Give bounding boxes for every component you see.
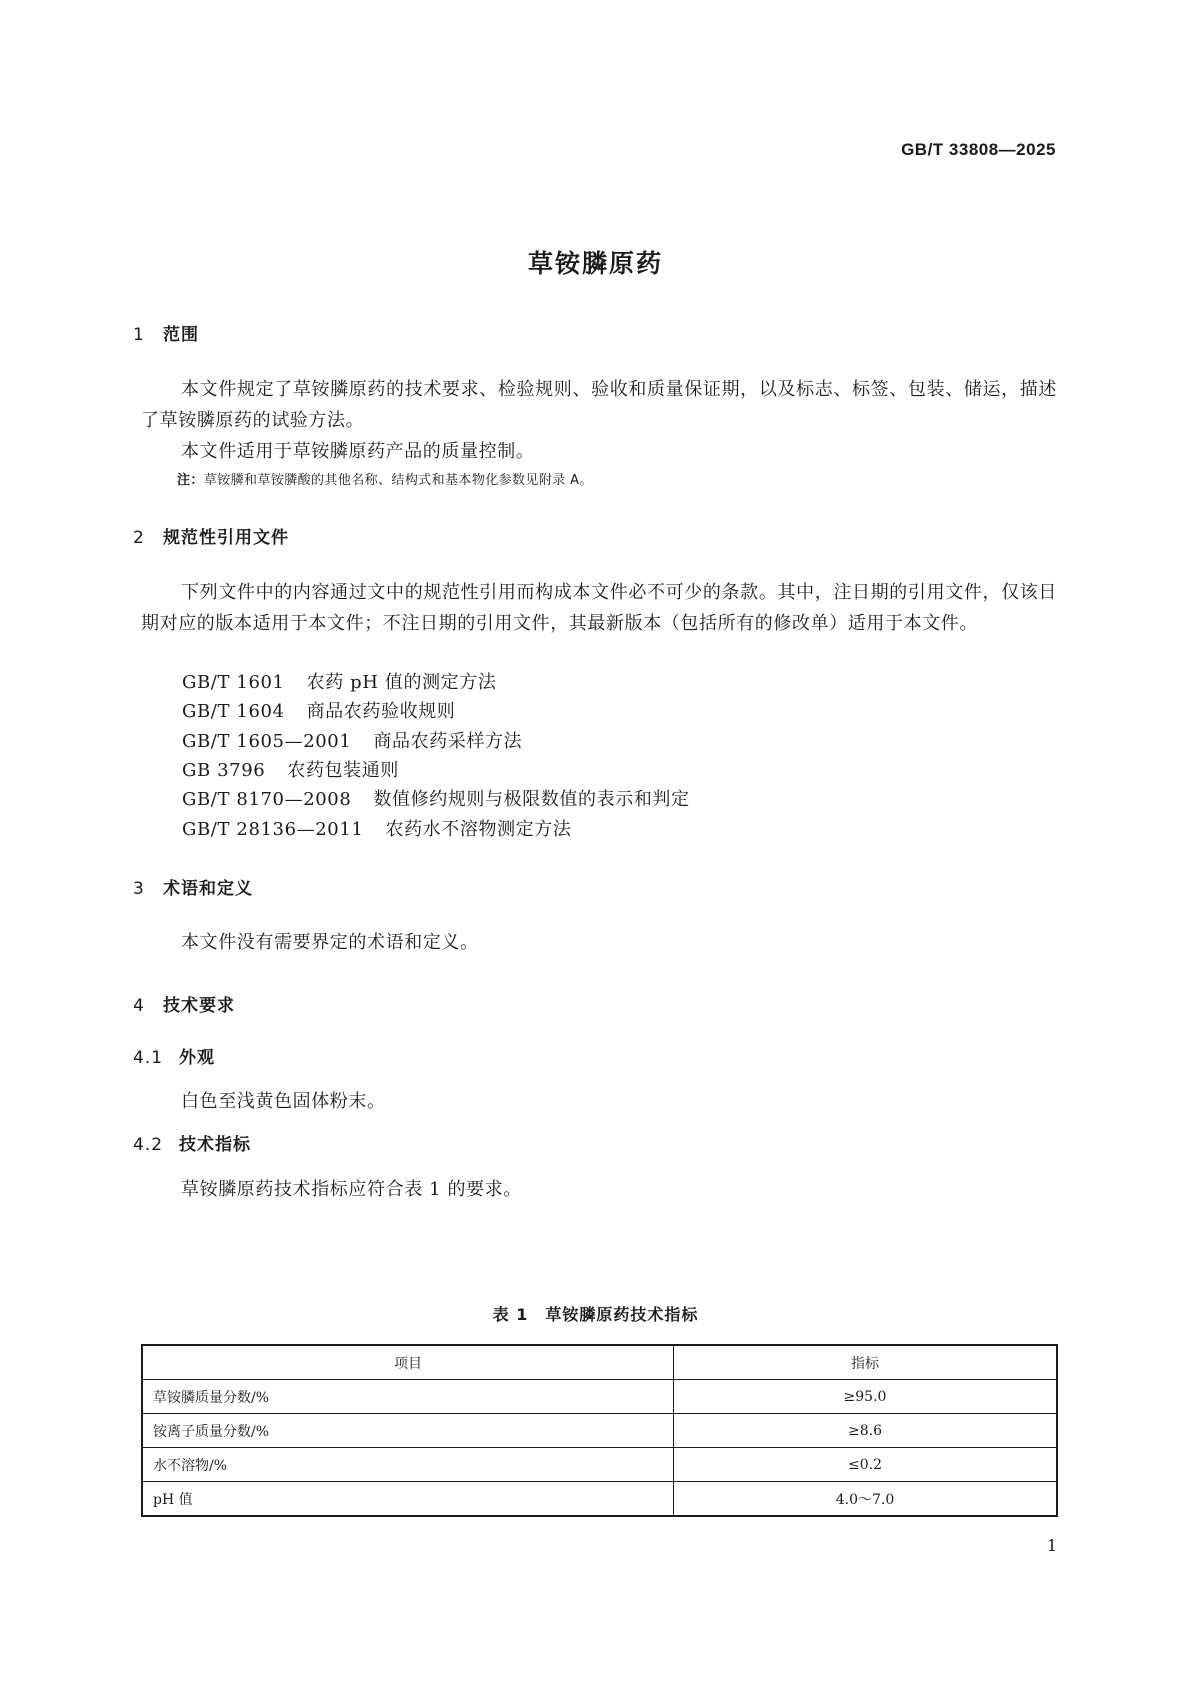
section-number: 2	[133, 528, 145, 548]
page-number: 1	[1046, 1536, 1057, 1555]
reference-name: 农药包装通则	[287, 760, 399, 781]
section-1-paragraph-2	[141, 436, 1057, 467]
section-4-1-heading	[133, 1043, 215, 1068]
section-2-paragraph-1	[141, 577, 1057, 639]
section-4-heading	[133, 991, 235, 1016]
section-4-2-heading	[133, 1130, 251, 1155]
section-number: 4	[133, 996, 145, 1016]
section-title: 术语和定义	[163, 879, 253, 899]
paragraph-text: 本文件适用于草铵膦原药产品的质量控制。	[181, 441, 535, 462]
paragraph-text: 本文件规定了草铵膦原药的技术要求、检验规则、验收和质量保证期，以及标志、标签、包装、储运，描述了草铵膦原药的试验方法。	[141, 379, 1057, 431]
note-text: 草铵膦和草铵膦酸的其他名称、结构式和基本物化参数见附录 A。	[203, 473, 593, 488]
reference-item	[182, 697, 455, 723]
section-2-heading	[133, 523, 289, 548]
section-title: 规范性引用文件	[163, 528, 289, 548]
section-4-2-paragraph	[141, 1174, 1057, 1205]
section-1-note	[177, 469, 593, 488]
table-row	[142, 1414, 1057, 1448]
section-number: 1	[133, 325, 145, 345]
reference-code: GB/T 8170—2008	[182, 789, 352, 810]
section-title: 技术要求	[163, 996, 235, 1016]
standard-code: GB/T 33808—2025	[901, 140, 1056, 159]
section-number: 3	[133, 879, 145, 899]
note-label: 注：	[177, 473, 204, 488]
reference-code: GB/T 1601	[182, 672, 285, 693]
table-header-value: 指标	[674, 1345, 1058, 1380]
spec-table	[141, 1344, 1058, 1517]
reference-item	[182, 785, 690, 811]
reference-item	[182, 727, 522, 753]
reference-code: GB/T 1605—2001	[182, 731, 352, 752]
table-header-item: 项目	[142, 1345, 674, 1380]
section-number: 4.1	[133, 1048, 164, 1068]
reference-name: 农药 pH 值的测定方法	[306, 672, 497, 693]
table-row	[142, 1482, 1057, 1517]
table-cell-value: ≥8.6	[674, 1414, 1058, 1448]
paragraph-text: 本文件没有需要界定的术语和定义。	[181, 932, 479, 953]
reference-code: GB/T 28136—2011	[182, 819, 364, 840]
table-row	[142, 1380, 1057, 1414]
paragraph-text: 草铵膦原药技术指标应符合表 1 的要求。	[181, 1179, 522, 1200]
table-header-row	[142, 1345, 1057, 1380]
table-cell-item: 铵离子质量分数/%	[142, 1414, 674, 1448]
section-4-1-paragraph	[141, 1086, 1057, 1117]
table-cell-value: ≤0.2	[674, 1448, 1058, 1482]
reference-item	[182, 668, 496, 694]
reference-name: 商品农药验收规则	[306, 701, 456, 722]
section-title: 外观	[179, 1048, 215, 1068]
reference-name: 数值修约规则与极限数值的表示和判定	[373, 789, 690, 810]
section-3-heading	[133, 874, 253, 899]
reference-item	[182, 756, 399, 782]
reference-name: 商品农药采样方法	[373, 731, 523, 752]
table-cell-item: pH 值	[142, 1482, 674, 1517]
table-cell-item: 水不溶物/%	[142, 1448, 674, 1482]
document-title: 草铵膦原药	[527, 249, 663, 278]
paragraph-text: 下列文件中的内容通过文中的规范性引用而构成本文件必不可少的条款。其中，注日期的引用文件，仅该日期对应的版本适用于本文件；不注日期的引用文件，其最新版本（包括所有的修改单）适用于本文件。	[141, 582, 1057, 634]
section-number: 4.2	[133, 1135, 164, 1155]
paragraph-text: 白色至浅黄色固体粉末。	[181, 1091, 386, 1112]
table-cell-item: 草铵膦质量分数/%	[142, 1380, 674, 1414]
table-caption: 表 1 草铵膦原药技术指标	[492, 1305, 699, 1324]
reference-name: 农药水不溶物测定方法	[385, 819, 572, 840]
section-title: 范围	[163, 325, 199, 345]
table-row	[142, 1448, 1057, 1482]
section-1-heading	[133, 320, 199, 345]
section-title: 技术指标	[179, 1135, 251, 1155]
table-cell-value: ≥95.0	[674, 1380, 1058, 1414]
section-1-paragraph-1	[141, 374, 1057, 436]
section-3-paragraph-1	[141, 927, 1057, 958]
reference-code: GB/T 1604	[182, 701, 285, 722]
reference-code: GB 3796	[182, 760, 266, 781]
reference-item	[182, 815, 571, 841]
table-cell-value: 4.0～7.0	[674, 1482, 1058, 1517]
